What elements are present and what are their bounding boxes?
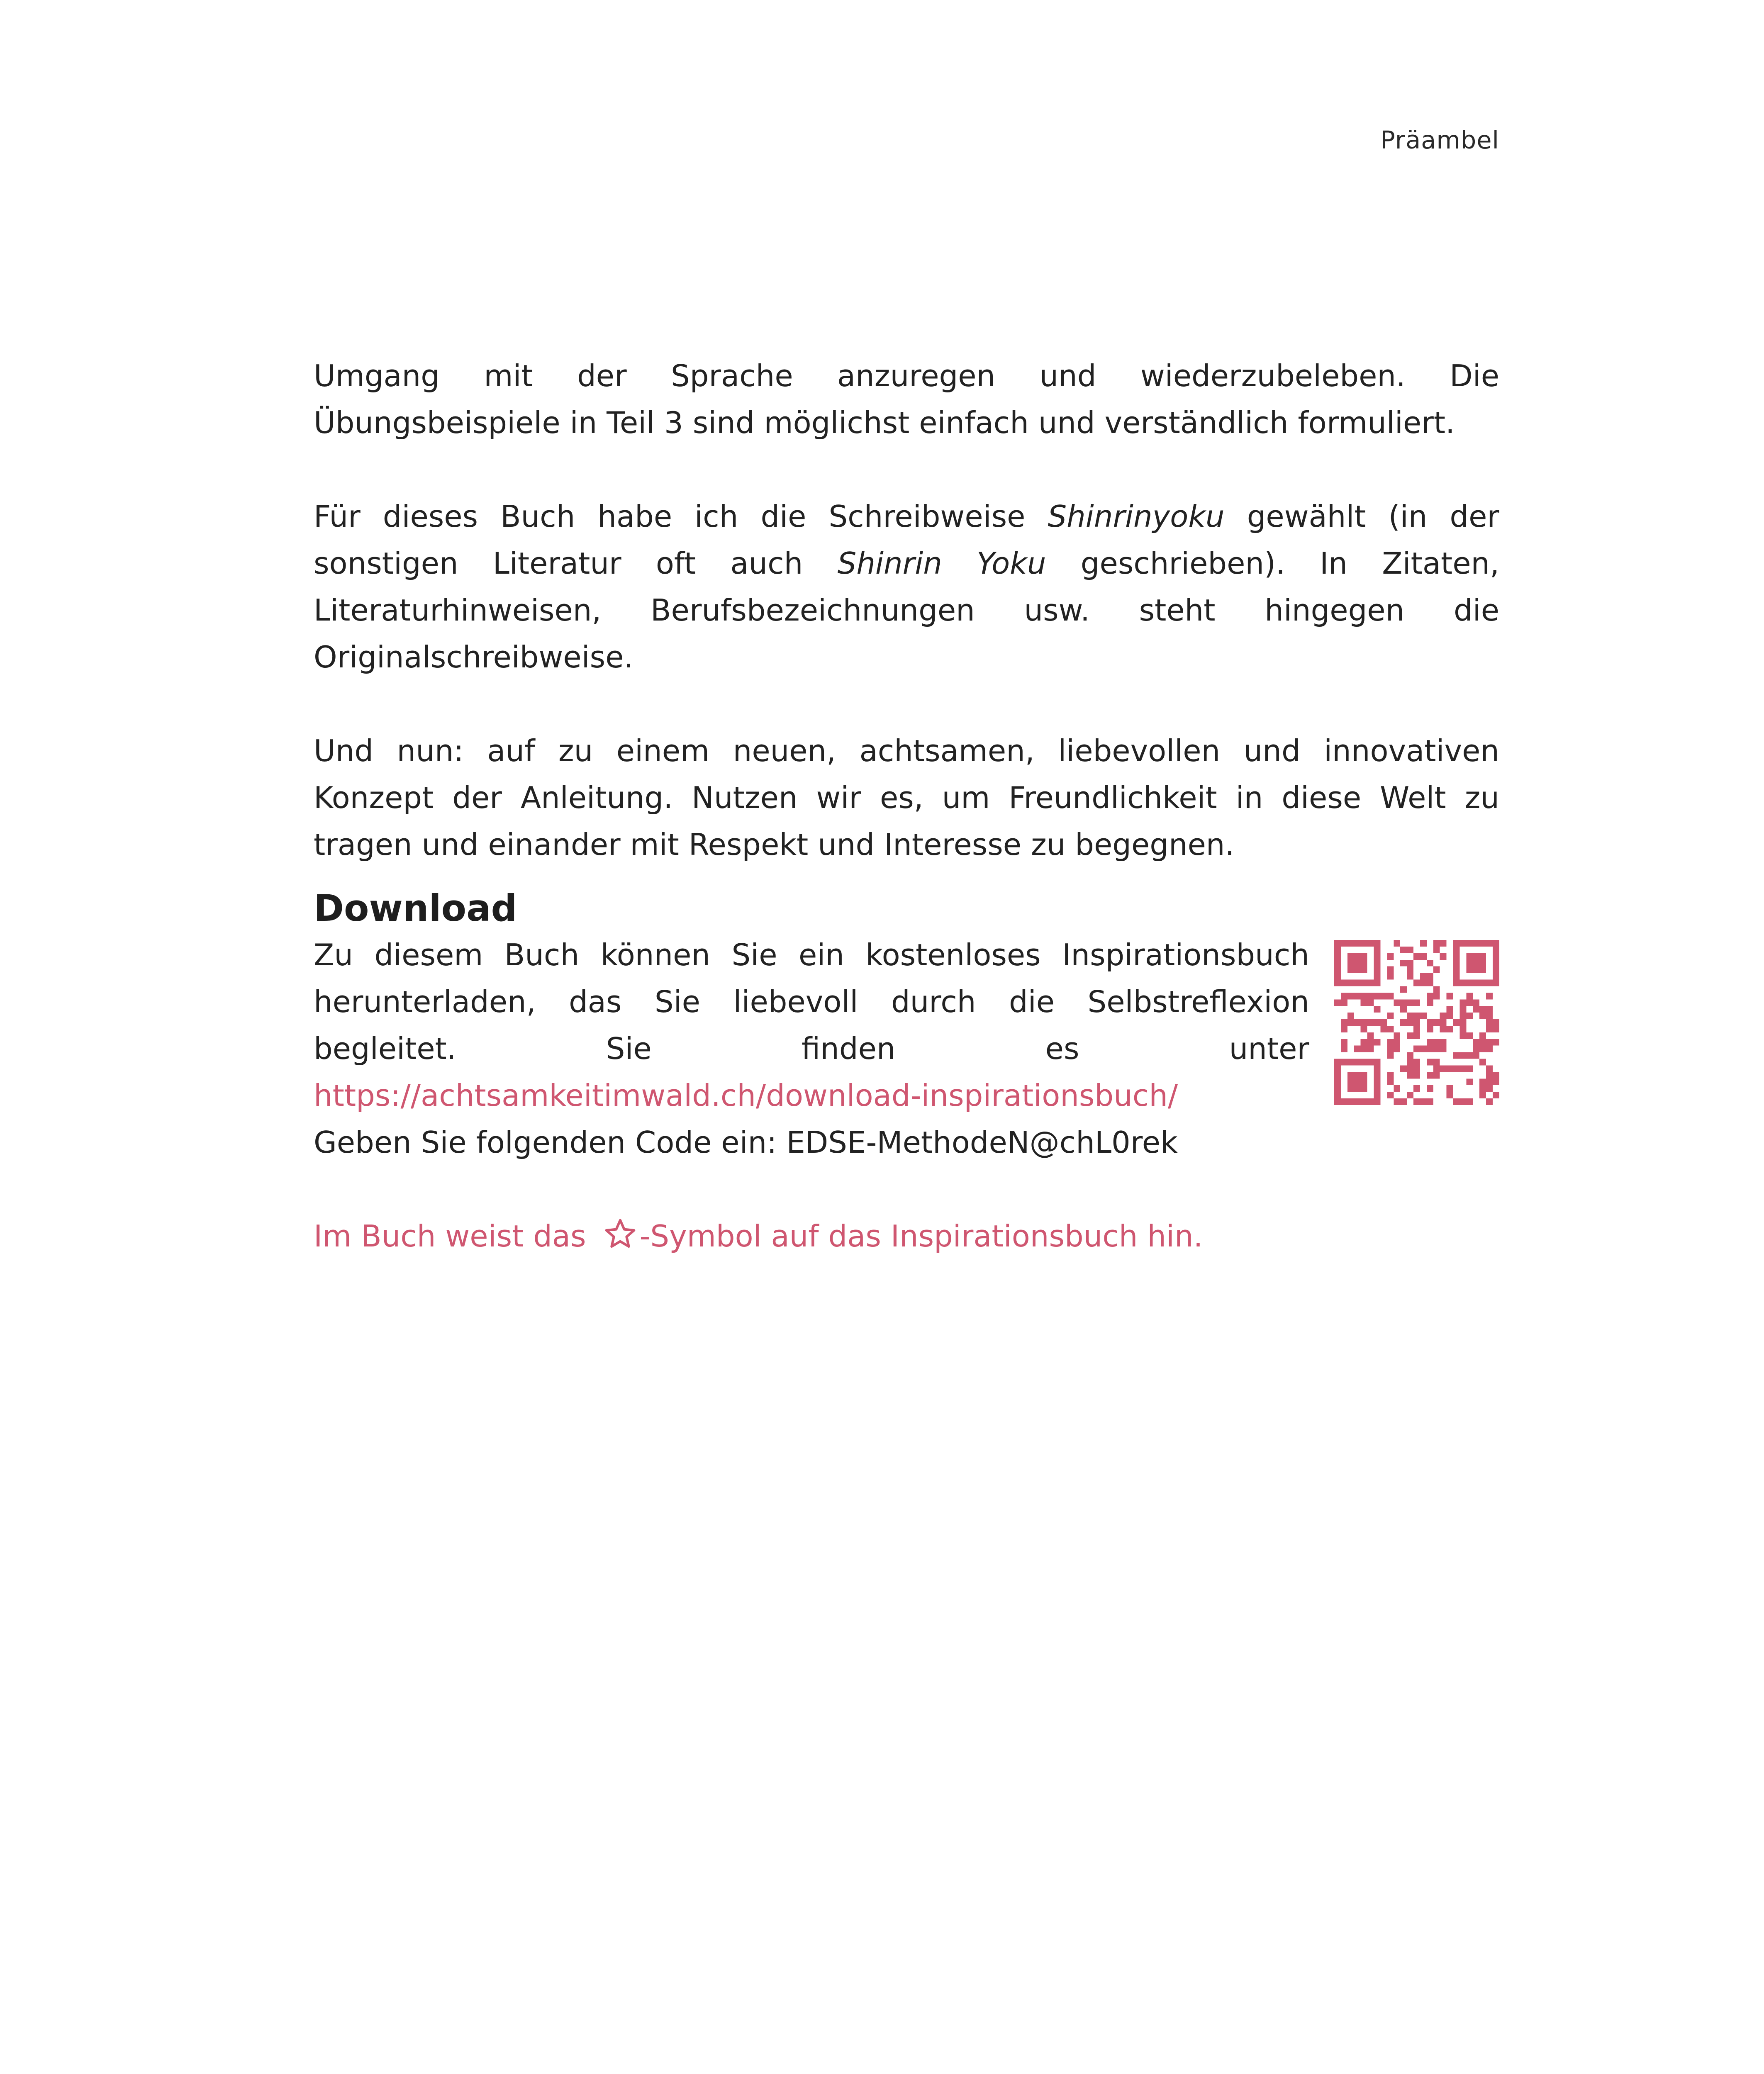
qr-code-icon[interactable] (1334, 940, 1499, 1105)
download-section (314, 932, 1499, 1166)
paragraph-intro: Umgang mit der Sprache anzuregen und wiederzubeleben. Die Übungsbeispiele in Teil 3 sind möglichst einfach und verständlich formuliert. (314, 358, 1499, 440)
term-shinrinyoku: Shinrinyoku (1048, 499, 1225, 534)
page-content (314, 353, 1499, 1260)
paragraph-spelling (314, 493, 1499, 681)
inspiration-note-before: Im Buch weist das (314, 1219, 596, 1254)
inspiration-note (314, 1213, 1499, 1260)
paragraph-gap (314, 1166, 1499, 1213)
term-shinrin-yoku: Shinrin Yoku (837, 546, 1046, 581)
paragraph-spelling-part-a: Für dieses Buch habe ich die Schreibweise (314, 499, 1048, 534)
download-heading: Download (314, 887, 517, 930)
download-description-text: Zu diesem Buch können Sie ein kostenloses Inspirationsbuch herunterladen, das Sie liebevoll durch die Selbstreflexion begleitet. Sie finden es unter (314, 937, 1309, 1066)
download-link[interactable]: https://achtsamkeitimwald.ch/download-inspirationsbuch/ (314, 1078, 1178, 1113)
paragraph-gap (314, 681, 1499, 728)
paragraph-closing: Und nun: auf zu einem neuen, achtsamen, liebevollen und innovativen Konzept der Anleitung. Nutzen wir es, um Freundlichkeit in diese Welt zu tragen und einander mit Respekt und Interesse zu begegnen. (314, 733, 1499, 862)
download-code-line: Geben Sie folgenden Code ein: EDSE-MethodeN@chL0rek (314, 1125, 1178, 1160)
star-outline-icon (604, 1217, 637, 1251)
section-gap (314, 868, 1499, 885)
paragraph-gap (314, 446, 1499, 493)
inspiration-note-after: -Symbol auf das Inspirationsbuch hin. (639, 1219, 1203, 1254)
paragraph-spelling-part-b: gewählt (in der sonstigen Literatur oft auch (314, 499, 1499, 581)
download-description (314, 932, 1309, 1119)
paragraph-spelling-part-c: geschrieben). In Zitaten, Literaturhinweisen, Berufsbezeichnungen usw. steht hingegen die Originalschreibweise. (314, 546, 1500, 674)
running-header: Präambel (1380, 126, 1499, 154)
